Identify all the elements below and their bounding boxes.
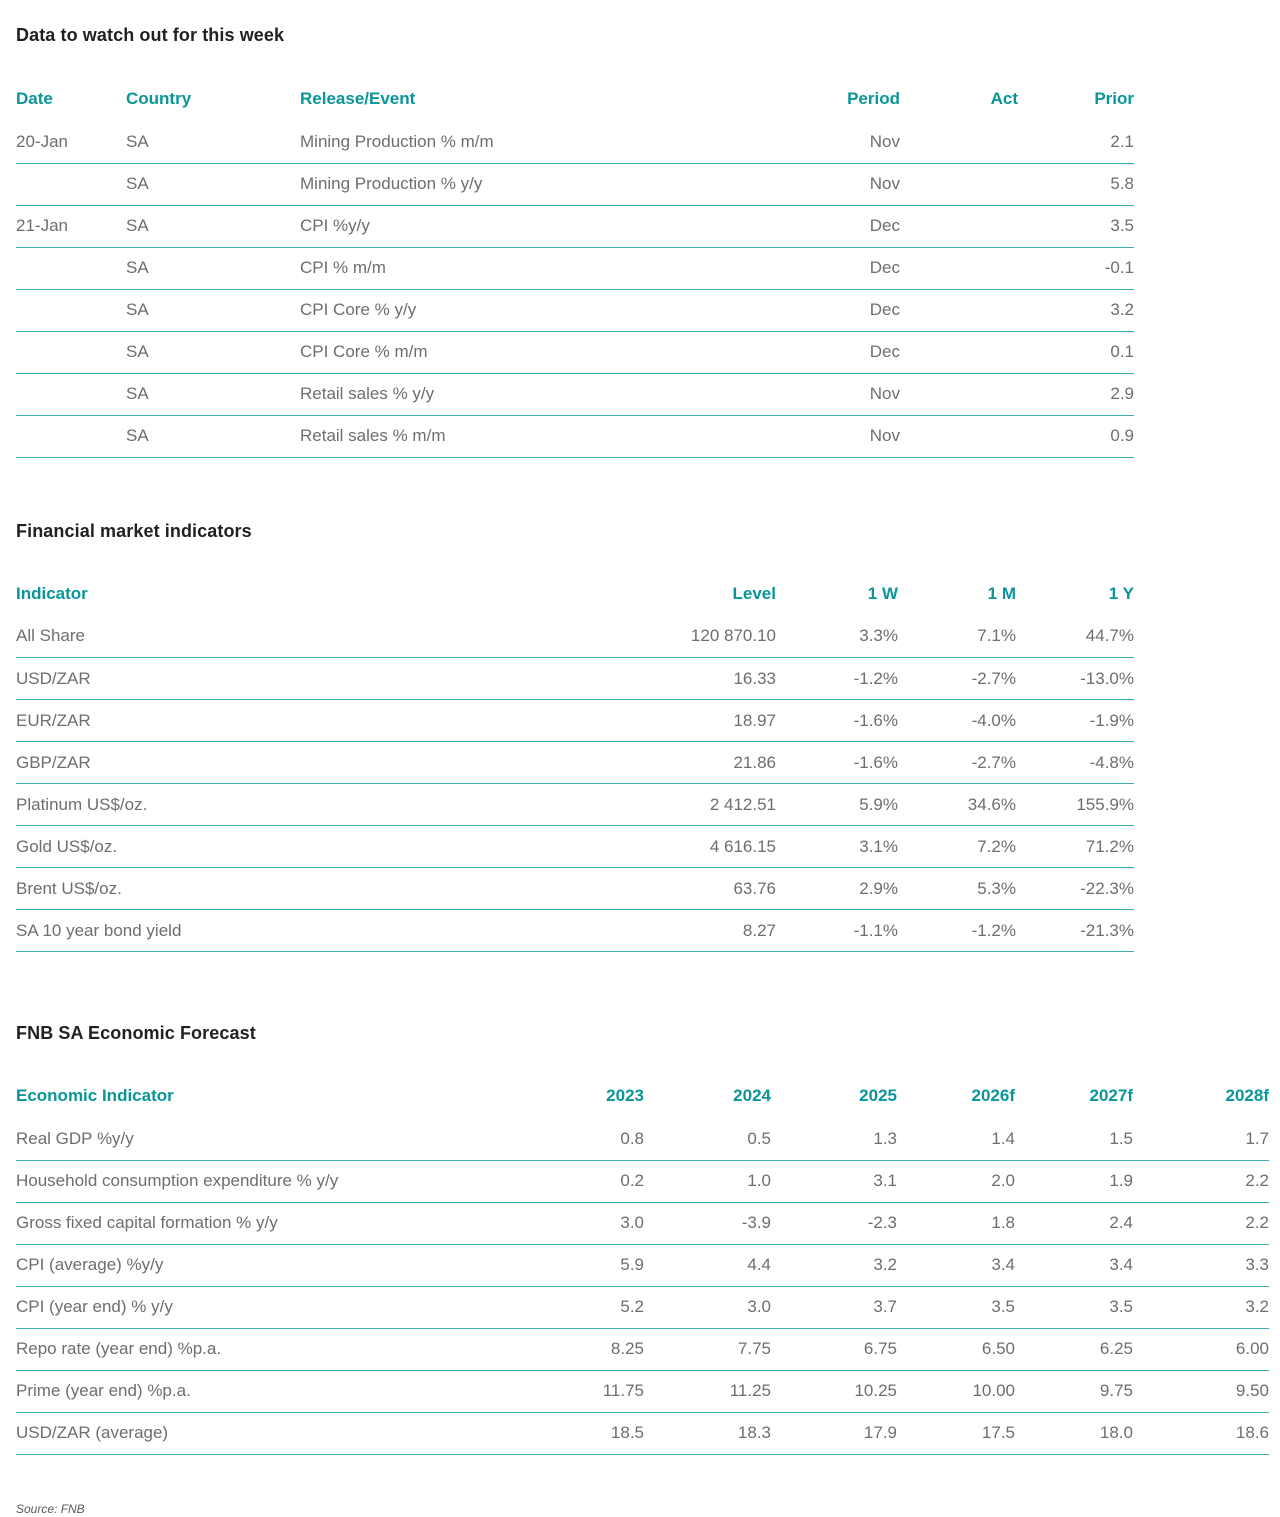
table-cell: -1.6% — [776, 742, 898, 784]
table-cell: Retail sales % y/y — [300, 373, 720, 415]
table-cell: 2.9% — [776, 868, 898, 910]
table-cell: All Share — [16, 616, 576, 658]
table-cell: 1.7 — [1133, 1118, 1269, 1160]
table-cell: SA 10 year bond yield — [16, 910, 576, 952]
table-cell: Gold US$/oz. — [16, 826, 576, 868]
table-cell: -1.6% — [776, 700, 898, 742]
table-cell: -22.3% — [1016, 868, 1134, 910]
table-cell — [16, 373, 126, 415]
table-cell: 71.2% — [1016, 826, 1134, 868]
table-cell: 3.4 — [1015, 1244, 1133, 1286]
table-cell: -3.9 — [644, 1202, 771, 1244]
table-cell: EUR/ZAR — [16, 700, 576, 742]
table-cell: 20-Jan — [16, 121, 126, 163]
table-cell: -13.0% — [1016, 658, 1134, 700]
column-header: 1 W — [867, 583, 898, 603]
section-economic-forecast — [16, 1023, 1269, 1455]
header-row — [16, 89, 1134, 121]
table-cell: 18.3 — [644, 1412, 771, 1454]
table-cell: -1.1% — [776, 910, 898, 952]
table-cell — [16, 289, 126, 331]
table-cell: Nov — [720, 373, 900, 415]
table-cell: USD/ZAR (average) — [16, 1412, 516, 1454]
table-cell — [900, 121, 1018, 163]
table-cell: 9.50 — [1133, 1370, 1269, 1412]
table-cell: SA — [126, 289, 300, 331]
table-cell: 3.3 — [1133, 1244, 1269, 1286]
table-row — [16, 1412, 1269, 1454]
table-cell: 3.2 — [771, 1244, 897, 1286]
column-header: 2028f — [1225, 1086, 1269, 1105]
table-row — [16, 700, 1134, 742]
table-cell: SA — [126, 163, 300, 205]
table-cell: 4 616.15 — [576, 826, 776, 868]
column-header: Period — [847, 89, 900, 108]
section-title-economic-forecast: FNB SA Economic Forecast — [16, 1023, 256, 1043]
table-cell: 2.9 — [1018, 373, 1134, 415]
table-cell: Brent US$/oz. — [16, 868, 576, 910]
table-cell: SA — [126, 247, 300, 289]
table-cell: 1.8 — [897, 1202, 1015, 1244]
table-row — [16, 910, 1134, 952]
table-cell: 3.0 — [516, 1202, 644, 1244]
table-cell: 0.5 — [644, 1118, 771, 1160]
table-cell: GBP/ZAR — [16, 742, 576, 784]
table-cell — [900, 373, 1018, 415]
table-cell: 0.1 — [1018, 331, 1134, 373]
table-cell: 11.75 — [516, 1370, 644, 1412]
table-cell: 44.7% — [1016, 616, 1134, 658]
table-cell: 3.4 — [897, 1244, 1015, 1286]
table-row — [16, 289, 1134, 331]
table-cell: Dec — [720, 331, 900, 373]
column-header: 1 M — [987, 583, 1016, 603]
column-header: 2026f — [971, 1086, 1015, 1105]
table-cell: 2.1 — [1018, 121, 1134, 163]
column-header: 2025 — [859, 1086, 897, 1105]
table-cell: Retail sales % m/m — [300, 415, 720, 457]
table-cell: -2.3 — [771, 1202, 897, 1244]
table-cell: 6.50 — [897, 1328, 1015, 1370]
table-cell: 6.75 — [771, 1328, 897, 1370]
table-cell: 3.5 — [897, 1286, 1015, 1328]
table-cell: 18.97 — [576, 700, 776, 742]
column-header: 2024 — [733, 1086, 771, 1105]
table-cell: 3.5 — [1018, 205, 1134, 247]
table-cell: Platinum US$/oz. — [16, 784, 576, 826]
table-cell: 3.2 — [1133, 1286, 1269, 1328]
table-cell: 0.2 — [516, 1160, 644, 1202]
table-cell: SA — [126, 331, 300, 373]
table-row — [16, 1286, 1269, 1328]
column-header: Act — [990, 89, 1018, 108]
table-cell: -1.2% — [776, 658, 898, 700]
table-cell: 7.2% — [898, 826, 1016, 868]
column-header: Economic Indicator — [16, 1086, 174, 1105]
table-cell: SA — [126, 121, 300, 163]
table-cell: 5.8 — [1018, 163, 1134, 205]
table-cell: Nov — [720, 121, 900, 163]
table-cell — [16, 415, 126, 457]
table-cell: 5.3% — [898, 868, 1016, 910]
table-cell: Household consumption expenditure % y/y — [16, 1160, 516, 1202]
table-cell: 10.25 — [771, 1370, 897, 1412]
table-cell: 120 870.10 — [576, 616, 776, 658]
table-cell — [900, 331, 1018, 373]
table-row — [16, 1202, 1269, 1244]
table-cell: CPI (average) %y/y — [16, 1244, 516, 1286]
column-header: 1 Y — [1108, 583, 1134, 603]
table-row — [16, 121, 1134, 163]
table-cell: -1.2% — [898, 910, 1016, 952]
table-cell: 1.9 — [1015, 1160, 1133, 1202]
table-cell — [16, 247, 126, 289]
table-cell: 18.6 — [1133, 1412, 1269, 1454]
table-cell: CPI %y/y — [300, 205, 720, 247]
table-cell: CPI Core % y/y — [300, 289, 720, 331]
table-cell: 1.4 — [897, 1118, 1015, 1160]
table-cell: SA — [126, 205, 300, 247]
table-cell: Prime (year end) %p.a. — [16, 1370, 516, 1412]
table-cell: -4.8% — [1016, 742, 1134, 784]
table-cell: 2.2 — [1133, 1202, 1269, 1244]
table-row — [16, 163, 1134, 205]
table-cell: 6.00 — [1133, 1328, 1269, 1370]
table-cell: Real GDP %y/y — [16, 1118, 516, 1160]
table-row — [16, 784, 1134, 826]
table-cell: 17.5 — [897, 1412, 1015, 1454]
table-cell: 2.0 — [897, 1160, 1015, 1202]
table-cell: 3.1 — [771, 1160, 897, 1202]
table-cell: CPI (year end) % y/y — [16, 1286, 516, 1328]
table-row — [16, 1244, 1269, 1286]
table-row — [16, 1370, 1269, 1412]
column-header: 2027f — [1089, 1086, 1133, 1105]
economic-forecast-table — [16, 1086, 1269, 1455]
table-cell: 3.3% — [776, 616, 898, 658]
table-cell — [900, 205, 1018, 247]
table-cell: 3.1% — [776, 826, 898, 868]
table-cell: 0.8 — [516, 1118, 644, 1160]
table-cell: 2 412.51 — [576, 784, 776, 826]
table-row — [16, 616, 1134, 658]
table-cell: 1.5 — [1015, 1118, 1133, 1160]
column-header: Date — [16, 89, 53, 108]
table-cell: 4.4 — [644, 1244, 771, 1286]
table-cell — [900, 163, 1018, 205]
table-cell: -4.0% — [898, 700, 1016, 742]
table-cell: 5.2 — [516, 1286, 644, 1328]
market-indicators-table — [16, 584, 1134, 953]
table-row — [16, 658, 1134, 700]
table-cell: 3.2 — [1018, 289, 1134, 331]
table-row — [16, 247, 1134, 289]
table-row — [16, 826, 1134, 868]
table-cell: Dec — [720, 247, 900, 289]
table-cell: 21.86 — [576, 742, 776, 784]
table-cell: -2.7% — [898, 742, 1016, 784]
table-cell: 11.25 — [644, 1370, 771, 1412]
table-row — [16, 1118, 1269, 1160]
table-cell: 5.9% — [776, 784, 898, 826]
table-row — [16, 205, 1134, 247]
table-cell: 18.5 — [516, 1412, 644, 1454]
table-cell — [16, 331, 126, 373]
table-cell: 0.9 — [1018, 415, 1134, 457]
table-cell: -1.9% — [1016, 700, 1134, 742]
table-cell: Dec — [720, 289, 900, 331]
table-cell: 16.33 — [576, 658, 776, 700]
header-row — [16, 584, 1134, 616]
table-cell: Repo rate (year end) %p.a. — [16, 1328, 516, 1370]
table-cell: Mining Production % y/y — [300, 163, 720, 205]
table-cell: -0.1 — [1018, 247, 1134, 289]
column-header: Prior — [1094, 89, 1134, 108]
source-note: Source: FNB — [16, 1501, 85, 1516]
week-data-table — [16, 89, 1134, 458]
table-row — [16, 331, 1134, 373]
table-cell: -21.3% — [1016, 910, 1134, 952]
table-row — [16, 1328, 1269, 1370]
table-cell: 17.9 — [771, 1412, 897, 1454]
table-cell: -2.7% — [898, 658, 1016, 700]
table-cell: 2.4 — [1015, 1202, 1133, 1244]
table-cell: 5.9 — [516, 1244, 644, 1286]
table-cell: 1.3 — [771, 1118, 897, 1160]
section-title-week-data: Data to watch out for this week — [16, 25, 285, 45]
table-cell: 2.2 — [1133, 1160, 1269, 1202]
column-header: Level — [732, 583, 776, 603]
table-cell: SA — [126, 415, 300, 457]
table-cell: 9.75 — [1015, 1370, 1133, 1412]
table-cell — [900, 415, 1018, 457]
table-row — [16, 742, 1134, 784]
table-cell: Dec — [720, 205, 900, 247]
table-cell: 21-Jan — [16, 205, 126, 247]
table-cell: CPI Core % m/m — [300, 331, 720, 373]
table-cell: 63.76 — [576, 868, 776, 910]
table-cell: 8.27 — [576, 910, 776, 952]
table-cell: Nov — [720, 415, 900, 457]
table-cell: 7.75 — [644, 1328, 771, 1370]
table-cell: SA — [126, 373, 300, 415]
table-row — [16, 1160, 1269, 1202]
table-cell — [900, 247, 1018, 289]
section-market-indicators — [16, 521, 1264, 953]
table-cell: 34.6% — [898, 784, 1016, 826]
table-cell — [900, 289, 1018, 331]
column-header: Indicator — [16, 583, 88, 603]
table-row — [16, 373, 1134, 415]
table-cell: Gross fixed capital formation % y/y — [16, 1202, 516, 1244]
section-title-market-indicators: Financial market indicators — [16, 520, 252, 541]
table-cell — [16, 163, 126, 205]
table-row — [16, 415, 1134, 457]
table-cell: 3.0 — [644, 1286, 771, 1328]
column-header: Release/Event — [300, 89, 416, 108]
table-cell: Mining Production % m/m — [300, 121, 720, 163]
column-header: 2023 — [606, 1086, 644, 1105]
table-cell: 155.9% — [1016, 784, 1134, 826]
table-cell: 3.7 — [771, 1286, 897, 1328]
table-cell: Nov — [720, 163, 900, 205]
table-cell: 10.00 — [897, 1370, 1015, 1412]
table-cell: CPI % m/m — [300, 247, 720, 289]
table-cell: USD/ZAR — [16, 658, 576, 700]
column-header: Country — [126, 89, 192, 108]
table-cell: 18.0 — [1015, 1412, 1133, 1454]
header-row — [16, 1086, 1269, 1118]
table-cell: 8.25 — [516, 1328, 644, 1370]
table-cell: 1.0 — [644, 1160, 771, 1202]
table-cell: 3.5 — [1015, 1286, 1133, 1328]
table-cell: 7.1% — [898, 616, 1016, 658]
table-row — [16, 868, 1134, 910]
section-week-data — [16, 25, 1264, 458]
table-cell: 6.25 — [1015, 1328, 1133, 1370]
